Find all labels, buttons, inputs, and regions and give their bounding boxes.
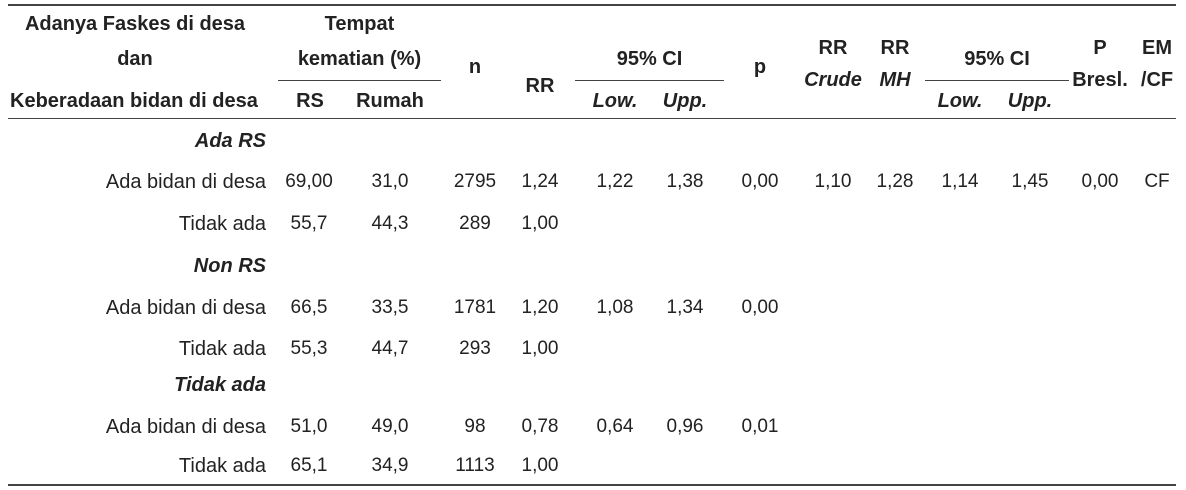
- cell-rs: 55,7: [290, 213, 328, 234]
- cell-rumah: 34,9: [371, 455, 409, 476]
- cell-p-bresl: 0,00: [1081, 171, 1119, 192]
- cell-n: 293: [459, 338, 491, 359]
- header-row-label-2: dan: [117, 48, 153, 70]
- cell-rs: 65,1: [290, 455, 328, 476]
- header-tempat-2: kematian (%): [297, 48, 422, 70]
- header-n: n: [468, 56, 482, 78]
- header-rr-crude-2: Crude: [804, 69, 862, 91]
- cell-p: 0,00: [741, 297, 779, 318]
- cell-rumah: 44,3: [371, 213, 409, 234]
- header-bottom-rule: [8, 118, 1176, 119]
- header-row-label-3: Keberadaan bidan di desa: [10, 90, 258, 112]
- header-low1: Low.: [592, 90, 638, 112]
- header-emcf-1: EM: [1142, 37, 1172, 59]
- header-rr-crude-1: RR: [818, 37, 848, 59]
- header-pbresl-1: P: [1093, 37, 1107, 59]
- header-rs: RS: [296, 90, 324, 112]
- cell-low: 1,08: [596, 297, 634, 318]
- cell-rumah: 33,5: [371, 297, 409, 318]
- group-title: Non RS: [193, 255, 266, 277]
- tempat-subrule: [278, 80, 441, 81]
- header-rumah: Rumah: [356, 90, 424, 112]
- cell-rr: 1,24: [521, 171, 559, 192]
- header-tempat-1: Tempat: [324, 13, 395, 35]
- cell-upp: 0,96: [666, 416, 704, 437]
- header-p: p: [753, 56, 767, 78]
- cell-n: 2795: [453, 171, 497, 192]
- cell-n: 1781: [453, 297, 497, 318]
- cell-upp: 1,34: [666, 297, 704, 318]
- cell-rs: 51,0: [290, 416, 328, 437]
- cell-n: 98: [464, 416, 486, 437]
- cell-p: 0,00: [741, 171, 779, 192]
- header-emcf-2: /CF: [1140, 69, 1174, 91]
- row-label: Tidak ada: [178, 455, 266, 477]
- header-ci1: 95% CI: [616, 48, 683, 70]
- cell-upp: 1,38: [666, 171, 704, 192]
- bottom-rule: [8, 484, 1176, 486]
- header-row-label-1: Adanya Faskes di desa: [24, 13, 246, 35]
- cell-low2: 1,14: [941, 171, 979, 192]
- cell-rr: 1,00: [521, 338, 559, 359]
- header-upp2: Upp.: [1007, 90, 1053, 112]
- header-rr: RR: [525, 75, 555, 97]
- cell-rumah: 31,0: [371, 171, 409, 192]
- top-rule: [8, 4, 1176, 6]
- cell-low: 0,64: [596, 416, 634, 437]
- cell-rs: 69,00: [285, 171, 333, 192]
- row-label: Tidak ada: [178, 338, 266, 360]
- cell-emcf: CF: [1144, 171, 1170, 192]
- header-low2: Low.: [937, 90, 983, 112]
- cell-n: 1113: [455, 455, 495, 476]
- header-rr-mh-1: RR: [880, 37, 910, 59]
- cell-rs: 55,3: [290, 338, 328, 359]
- cell-rr: 1,20: [521, 297, 559, 318]
- row-label: Ada bidan di desa: [105, 297, 266, 319]
- cell-upp2: 1,45: [1011, 171, 1049, 192]
- cell-rs: 66,5: [290, 297, 328, 318]
- cell-rr: 1,00: [521, 213, 559, 234]
- row-label: Ada bidan di desa: [105, 171, 266, 193]
- cell-low: 1,22: [596, 171, 634, 192]
- row-label: Ada bidan di desa: [105, 416, 266, 438]
- cell-rr: 0,78: [521, 416, 559, 437]
- header-ci2: 95% CI: [964, 48, 1030, 70]
- cell-p: 0,01: [741, 416, 779, 437]
- header-upp1: Upp.: [662, 90, 708, 112]
- row-label: Tidak ada: [178, 213, 266, 235]
- ci1-subrule: [575, 80, 724, 81]
- cell-n: 289: [459, 213, 491, 234]
- ci2-subrule: [925, 80, 1069, 81]
- cell-rr-crude: 1,10: [814, 171, 852, 192]
- cell-rumah: 44,7: [371, 338, 409, 359]
- group-title: Tidak ada: [174, 374, 266, 396]
- group-title: Ada RS: [194, 130, 266, 152]
- header-pbresl-2: Bresl.: [1072, 69, 1128, 91]
- cell-rumah: 49,0: [371, 416, 409, 437]
- cell-rr-mh: 1,28: [876, 171, 914, 192]
- cell-rr: 1,00: [521, 455, 559, 476]
- header-rr-mh-2: MH: [879, 69, 911, 91]
